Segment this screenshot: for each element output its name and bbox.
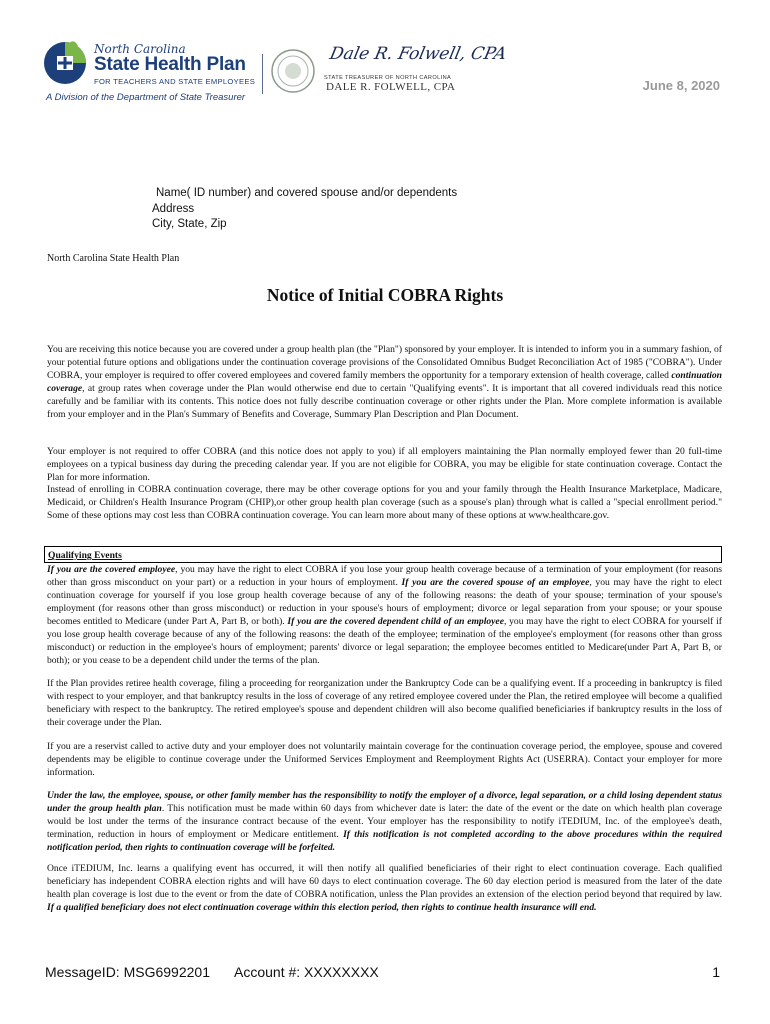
- notification-emphasis-c: If this notification is not completed according to the above procedures within the required notification period, then rights to continuation coverage will be forfeited.: [47, 829, 722, 853]
- intro-emphasis: continuation coverage: [47, 370, 722, 394]
- election-emphasis-b: If a qualified beneficiary does not elect continuation coverage within this election period, then rights to continue health insurance will end.: [47, 902, 597, 913]
- qe-child-emphasis: If you are the covered dependent child of an employee: [287, 616, 504, 627]
- qe-text-b: , you may have the right to elect COBRA if you lose your group health coverage because of a termination of your employment (for reasons other than gross misconduct on your part) or a reduction in your hours of employment.: [47, 564, 722, 588]
- logo-main-text: State Health Plan: [94, 54, 246, 75]
- intro-text-a: You are receiving this notice because you are covered under a group health plan (the "Plan") sponsored by your employer. It is intended to inform you in a summary fashion, of your potential future options and obligations under the continuation coverage provisions of the Consolidated Omnibus Budget Reconciliation Act of 1985 ("COBRA"). Under COBRA, your employer is required to offer covered employees and covered family members the opportunity for a temporary extension of health coverage, called: [47, 344, 722, 381]
- treasurer-name: DALE R. FOLWELL, CPA: [326, 81, 456, 93]
- qe-text-d: , you may have the right to elect continuation coverage for yourself if you lose group health coverage because of any of the following reasons: the death of your spouse; termination of your spouse's employment (for reasons other than gross misconduct) or reduction in your spouse's hours of employment; divorce or legal separation from your spouse; or your spouse becomes entitled to Medicare (under Part A, Part B, or both).: [47, 577, 722, 627]
- treasurer-signature: Dale R. Folwell, CPA: [327, 44, 509, 64]
- state-map-icon: [42, 40, 88, 86]
- election-text-a: Once iTEDIUM, Inc. learns a qualifying event has occurred, it will then notify all qualified beneficiaries of their right to elect continuation coverage. Each qualified beneficiary has independent COBRA election rights and will have 60 days to elect continuation coverage. The 60 day election period is measured from the later of the date health plan coverage is lost due to the event or from the date of COBRA notification, unless the Plan provides an extension of the election period beyond that required by law.: [47, 863, 722, 900]
- logo-script-text: North Carolina: [94, 42, 186, 56]
- header-divider: [262, 54, 263, 94]
- qualifying-events-paragraph: [47, 563, 722, 667]
- qe-employee-emphasis: If you are the covered employee: [47, 564, 176, 575]
- qualifying-events-box: [44, 546, 722, 563]
- election-paragraph: [47, 862, 722, 914]
- treasurer-seal-icon: [270, 48, 316, 94]
- logo-division-text: A Division of the Department of State Treasurer: [46, 92, 246, 103]
- plan-name: North Carolina State Health Plan: [47, 253, 180, 264]
- notification-emphasis-a: Under the law, the employee, spouse, or other family member has the responsibility to notify the employer of a divorce, legal separation, or a child losing dependent status under the group health plan: [47, 790, 722, 814]
- reservist-paragraph: If you are a reservist called to active duty and your employer does not voluntarily maintain coverage for the continuation coverage period, the employee, spouse and covered dependents may be eligible to continue coverage under the Uniformed Services Employment and Reemployment Rights Act (USERRA). Contact your employer for more information.: [47, 741, 722, 778]
- letter-date: June 8, 2020: [642, 78, 720, 93]
- notification-text-b: . This notification must be made within 60 days from whichever date is later: the date of the event or the date on which health plan coverage would be lost under the terms of the insurance contract because of the event. Your employer has the responsibility to notify iTEDIUM, Inc. of the employee's death, termination, reduction in hours of employment or Medicare entitlement.: [47, 803, 722, 840]
- alternatives-paragraph: Instead of enrolling in COBRA continuation coverage, there may be other coverage options for you and your family through the Health Insurance Marketplace, Madicare, Medicaid, or Children's Health Insurance Program (CHIP),or other group health plan coverage (such as a spouse's plan) through what is called a "special enrollment period." Some of these options may cost less than COBRA continuation coverage. You can learn more about many of these options at www.healthcare.gov.: [47, 484, 722, 521]
- page-title: Notice of Initial COBRA Rights: [266, 285, 504, 305]
- qe-spouse-emphasis: If you are the covered spouse of an employee: [401, 577, 590, 588]
- eligibility-paragraph: Your employer is not required to offer COBRA (and this notice does not apply to you) if all employers maintaining the Plan normally employed fewer than 20 full-time employees on a typical business day during the preceding calendar year. If you are not eligible for COBRA, you may be eligible for state continuation coverage. Contact the Plan for more information.: [47, 446, 722, 483]
- treasurer-title: STATE TREASURER OF NORTH CAROLINA: [324, 75, 452, 81]
- intro-text-b: , at group rates when coverage under the Plan would otherwise end due to certain "Qualifying events". It is important that all covered individuals read this notice carefully and be familiar with its contents. This notice does not fully describe continuation coverage or other rights under the Plan. More complete information is available from your employer and in the Plan's Summary of Benefits and Coverage, Summary Plan Description and Plan Document.: [47, 383, 722, 420]
- state-health-plan-logo: [42, 40, 282, 104]
- intro-paragraph: [47, 343, 722, 421]
- address-street-line: Address: [152, 203, 195, 215]
- address-name-line: Name( ID number) and covered spouse and/or dependents: [156, 187, 458, 199]
- bankruptcy-paragraph: If the Plan provides retiree health coverage, filing a proceeding for reorganization under the Bankruptcy Code can be a qualifying event. If a proceeding in bankruptcy is filed with respect to your employer, and that bankruptcy results in the loss of coverage of any retired employee covered under the Plan, the retired employee will become a qualified beneficiary with respect to the bankruptcy. The retired employee's spouse and dependent children will also become qualified beneficiaries if bankruptcy results in the loss of their coverage under the Plan.: [47, 678, 722, 728]
- footer-page-number: 1: [712, 964, 720, 980]
- footer-message-id: MessageID: MSG6992201: [45, 964, 210, 980]
- logo-sub-text: FOR TEACHERS AND STATE EMPLOYEES: [94, 77, 256, 86]
- footer-account: Account #: XXXXXXXX: [234, 964, 379, 980]
- notification-paragraph: [47, 789, 722, 854]
- address-city-line: City, State, Zip: [152, 218, 227, 230]
- qe-text-f: , you may have the right to elect COBRA for yourself if you lose group health coverage because of any of the following reasons: the death of the employee; termination of the employee's employment (for reasons other than gross misconduct) or reduction in the employee's hours of employment; parents' divorce or legal separation; the employee becomes entitled to Medicare(under Part A, Part B, or both); or you cease to be a dependent child under the terms of the plan.: [47, 616, 722, 666]
- qualifying-events-heading: Qualifying Events: [48, 550, 122, 561]
